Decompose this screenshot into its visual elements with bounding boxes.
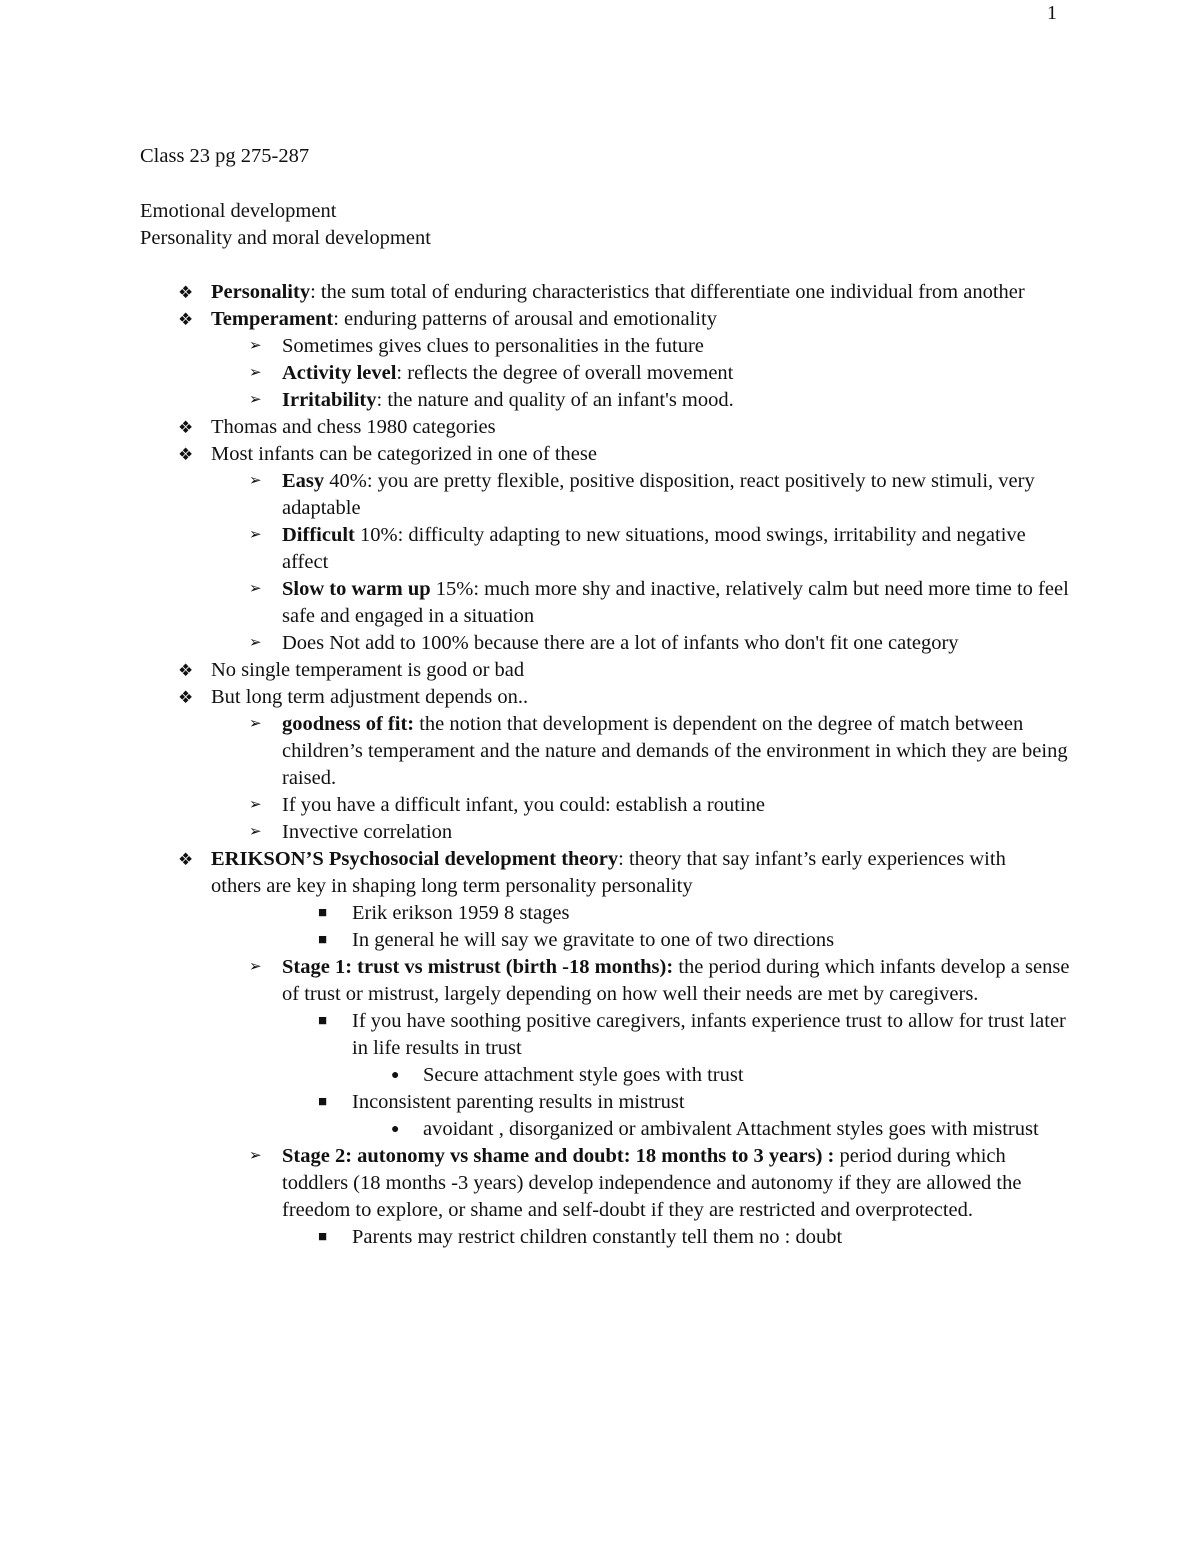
note-term: ERIKSON’S Psychosocial development theory: [211, 848, 619, 870]
bullet-icon: ■: [318, 1094, 328, 1110]
bullet-icon: ➢: [249, 716, 262, 732]
note-body: Inconsistent parenting results in mistrust: [352, 1091, 685, 1113]
note-text: [282, 954, 1072, 1008]
note-item-level-2: [0, 819, 1200, 846]
note-item-level-1: [0, 846, 1200, 900]
note-text: [282, 333, 1072, 360]
note-text: [211, 414, 1061, 441]
note-text: [282, 630, 1072, 657]
note-term: Stage 2: autonomy vs shame and doubt: 18 months to 3 years) :: [282, 1145, 835, 1167]
note-body: : reflects the degree of overall movement: [396, 362, 734, 384]
note-item-level-2: [0, 333, 1200, 360]
note-body: : the nature and quality of an infant's mood.: [376, 389, 734, 411]
bullet-icon: ❖: [178, 850, 194, 869]
note-body: avoidant , disorganized or ambivalent Attachment styles goes with mistrust: [423, 1118, 1039, 1140]
bullet-icon: ➢: [249, 824, 262, 840]
note-term: Temperament: [211, 308, 334, 330]
note-item-level-4: [0, 1116, 1200, 1143]
note-text: [282, 819, 1072, 846]
note-body: 15%: much more shy and inactive, relatively calm but need more time to feel safe and engaged in a situation: [282, 578, 1069, 627]
note-term: Easy: [282, 470, 325, 492]
bullet-icon: ●: [391, 1068, 400, 1083]
document-subtitles: [140, 198, 431, 252]
note-body: the notion that development is dependent on the degree of match between children’s temperament and the nature and demands of the environment in which they are being raised.: [282, 713, 1068, 789]
bullet-icon: ●: [391, 1122, 400, 1137]
bullet-icon: ➢: [249, 1148, 262, 1164]
note-text: [282, 711, 1072, 792]
note-item-level-3: [0, 1089, 1200, 1116]
note-item-level-4: [0, 1062, 1200, 1089]
notes-list: [0, 279, 1200, 1251]
bullet-icon: ■: [318, 932, 328, 948]
note-body: 10%: difficulty adapting to new situations, mood swings, irritability and negative affect: [282, 524, 1026, 573]
bullet-icon: ➢: [249, 392, 262, 408]
note-item-level-3: [0, 1224, 1200, 1251]
note-text: [282, 387, 1072, 414]
bullet-icon: ➢: [249, 365, 262, 381]
note-text: [211, 279, 1061, 306]
note-body: Sometimes gives clues to personalities in the future: [282, 335, 704, 357]
document-title: Class 23 pg 275-287: [140, 145, 310, 167]
bullet-icon: ➢: [249, 581, 262, 597]
note-item-level-3: [0, 1008, 1200, 1062]
bullet-icon: ■: [318, 1229, 328, 1245]
note-term: Stage 1: trust vs mistrust (birth -18 months):: [282, 956, 674, 978]
note-text: [423, 1062, 1063, 1089]
note-item-level-3: [0, 900, 1200, 927]
note-item-level-2: [0, 711, 1200, 792]
note-text: [352, 1224, 1072, 1251]
note-body: period during which toddlers (18 months -3 years) develop independence and autonomy if they are allowed the freedom to explore, or shame and self-doubt if they are restricted and overprotected.: [282, 1145, 1022, 1221]
note-item-level-1: [0, 306, 1200, 333]
bullet-icon: ➢: [249, 473, 262, 489]
note-body: Erik erikson 1959 8 stages: [352, 902, 570, 924]
bullet-icon: ➢: [249, 797, 262, 813]
note-text: [282, 468, 1072, 522]
bullet-icon: ❖: [178, 283, 194, 302]
note-body: : the sum total of enduring characteristics that differentiate one individual from another: [310, 281, 1025, 303]
bullet-icon: ❖: [178, 418, 194, 437]
note-text: [352, 1089, 1072, 1116]
note-text: [211, 684, 1061, 711]
note-item-level-2: [0, 576, 1200, 630]
note-text: [352, 927, 1072, 954]
bullet-icon: ➢: [249, 959, 262, 975]
note-body: Secure attachment style goes with trust: [423, 1064, 744, 1086]
bullet-icon: ❖: [178, 688, 194, 707]
note-text: [282, 1143, 1072, 1224]
note-item-level-1: [0, 441, 1200, 468]
note-term: Slow to warm up: [282, 578, 431, 600]
note-term: Activity level: [282, 362, 397, 384]
subtitle-emotional-development: Emotional development: [140, 200, 337, 222]
note-body: Does Not add to 100% because there are a lot of infants who don't fit one category: [282, 632, 959, 654]
note-item-level-2: [0, 954, 1200, 1008]
page-number: 1: [1047, 2, 1057, 24]
note-item-level-2: [0, 387, 1200, 414]
note-text: [282, 792, 1072, 819]
note-term: Difficult: [282, 524, 355, 546]
note-text: [211, 657, 1061, 684]
note-body: the period during which infants develop a sense of trust or mistrust, largely depending on how well their needs are met by caregivers.: [282, 956, 1070, 1005]
note-term: goodness of fit:: [282, 713, 415, 735]
note-body: Invective correlation: [282, 821, 453, 843]
note-item-level-3: [0, 927, 1200, 954]
bullet-icon: ➢: [249, 338, 262, 354]
note-text: [282, 522, 1072, 576]
note-item-level-2: [0, 630, 1200, 657]
note-text: [352, 900, 1072, 927]
note-item-level-2: [0, 468, 1200, 522]
note-body: Thomas and chess 1980 categories: [211, 416, 496, 438]
bullet-icon: ❖: [178, 661, 194, 680]
note-item-level-2: [0, 360, 1200, 387]
note-item-level-2: [0, 522, 1200, 576]
note-body: In general he will say we gravitate to one of two directions: [352, 929, 835, 951]
note-text: [282, 576, 1072, 630]
bullet-icon: ➢: [249, 635, 262, 651]
note-text: [352, 1008, 1072, 1062]
note-item-level-1: [0, 684, 1200, 711]
note-body: 40%: you are pretty flexible, positive disposition, react positively to new stimuli, very adaptable: [282, 470, 1035, 519]
note-term: Irritability: [282, 389, 377, 411]
bullet-icon: ■: [318, 905, 328, 921]
note-text: [211, 846, 1061, 900]
note-item-level-2: [0, 792, 1200, 819]
note-body: If you have soothing positive caregivers, infants experience trust to allow for trust later in life results in trust: [352, 1010, 1066, 1059]
note-body: : theory that say infant’s early experiences with others are key in shaping long term personality personality: [211, 848, 1006, 897]
subtitle-personality-moral: Personality and moral development: [140, 227, 431, 249]
bullet-icon: ■: [318, 1013, 328, 1029]
note-body: But long term adjustment depends on..: [211, 686, 529, 708]
note-body: If you have a difficult infant, you could: establish a routine: [282, 794, 765, 816]
bullet-icon: ❖: [178, 445, 194, 464]
note-text: [282, 360, 1072, 387]
note-text: [211, 441, 1061, 468]
bullet-icon: ❖: [178, 310, 194, 329]
note-term: Personality: [211, 281, 311, 303]
note-item-level-1: [0, 657, 1200, 684]
note-text: [211, 306, 1061, 333]
note-body: Most infants can be categorized in one of these: [211, 443, 597, 465]
note-item-level-1: [0, 279, 1200, 306]
bullet-icon: ➢: [249, 527, 262, 543]
note-text: [423, 1116, 1063, 1143]
note-item-level-1: [0, 414, 1200, 441]
note-body: Parents may restrict children constantly tell them no : doubt: [352, 1226, 843, 1248]
note-item-level-2: [0, 1143, 1200, 1224]
note-body: No single temperament is good or bad: [211, 659, 525, 681]
note-body: : enduring patterns of arousal and emotionality: [333, 308, 717, 330]
